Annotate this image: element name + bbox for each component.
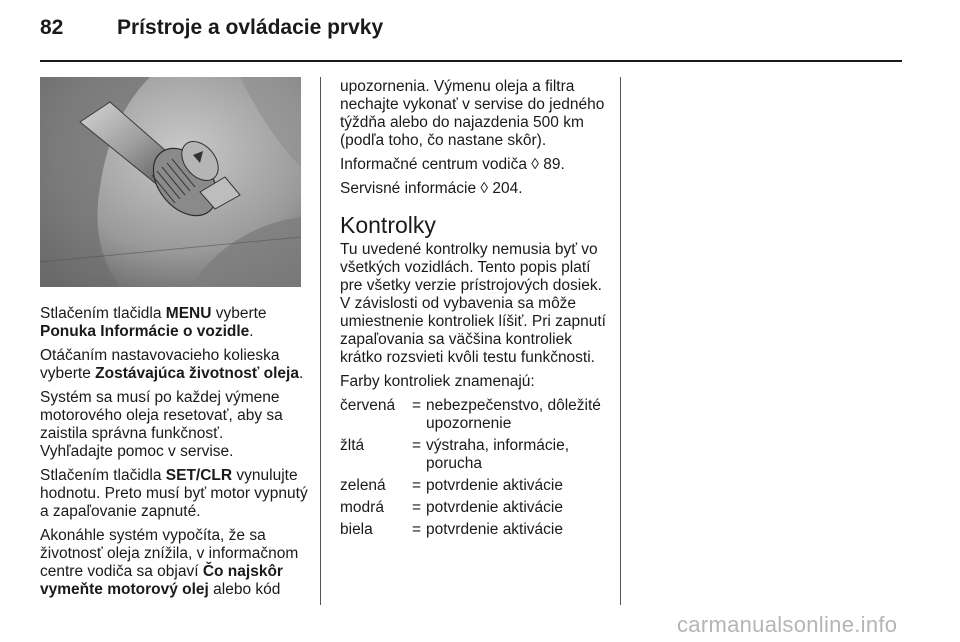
reference-arrow-icon: ◊	[531, 156, 539, 173]
page-number: 82	[40, 16, 64, 39]
button-name-menu: MENU	[165, 305, 212, 322]
color-name: zelená	[340, 477, 386, 494]
stalk-illustration	[40, 77, 301, 287]
instruction-paragraph	[40, 347, 308, 383]
color-meaning-table	[340, 397, 606, 539]
text: .	[249, 323, 254, 340]
color-name: biela	[340, 521, 373, 538]
page-title: Prístroje a ovládacie prvky	[117, 16, 384, 39]
color-meaning: výstraha, informácie, porucha	[426, 437, 569, 472]
stalk-illustration-drawing	[40, 77, 301, 287]
text: .	[298, 365, 304, 382]
color-name: červená	[340, 397, 396, 414]
text: Systém sa musí po každej výmene motorového oleja resetovať, aby sa zaistila správna funkčnosť.	[40, 389, 283, 442]
text: alebo kód	[208, 581, 281, 598]
color-meaning: potvrdenie aktivácie	[426, 521, 563, 538]
instruction-paragraph	[40, 527, 308, 599]
color-meaning: nebezpečenstvo, dôležité upozornenie	[426, 397, 601, 432]
reference-arrow-icon: ◊	[480, 180, 489, 197]
column-divider-left	[320, 77, 321, 605]
text: Stlačením tlačidla	[40, 305, 166, 322]
text: Servisné informácie	[340, 180, 481, 197]
equals-sign: =	[412, 397, 422, 414]
text: Vyhľadajte pomoc v servise.	[40, 443, 234, 460]
equals-sign: =	[412, 521, 422, 538]
text: Otáčaním nastavovacieho kolieska vyberte	[40, 347, 280, 382]
text: vynulujte hodnotu. Preto musí byť motor vypnutý a zapaľovanie zapnuté.	[40, 467, 308, 520]
table-row	[340, 397, 606, 437]
button-name-setclr: SET/CLR	[165, 467, 233, 484]
instruction-paragraph	[40, 389, 308, 461]
table-row	[340, 437, 606, 477]
continued-paragraph: upozornenia. Výmenu oleja a filtra nechajte vykonať v servise do jedného týždňa alebo do najazdenia 500 km (podľa toho, čo nastane skôr).	[340, 78, 605, 149]
text: Stlačením tlačidla	[40, 467, 166, 484]
message-name: Čo najskôr vymeňte motorový olej	[40, 563, 283, 598]
table-row	[340, 477, 606, 499]
equals-sign: =	[412, 437, 422, 454]
middle-text-column	[340, 78, 608, 539]
equals-sign: =	[412, 477, 422, 494]
table-row	[340, 499, 606, 521]
table-row	[340, 521, 606, 539]
section-heading: Kontrolky	[340, 212, 436, 238]
colors-intro: Farby kontroliek znamenajú:	[340, 373, 535, 390]
color-meaning: potvrdenie aktivácie	[426, 499, 563, 516]
watermark: carmanualsonline.info	[677, 612, 898, 637]
column-divider-right	[620, 77, 621, 605]
cross-reference	[340, 180, 608, 198]
color-meaning: potvrdenie aktivácie	[426, 477, 563, 494]
instruction-paragraph	[40, 305, 308, 341]
header-rule	[40, 60, 902, 62]
menu-item-name: Zostávajúca životnosť oleja	[95, 365, 299, 382]
intro-paragraph: Tu uvedené kontrolky nemusia byť vo všetkých vozidlách. Tento popis platí pre všetky verzie prístrojových dosiek. V závislosti od vybavenia sa môže umiestnenie kontroliek líšiť. Pri zapnutí zapaľovania sa väčšina kontroliek krátko rozsvieti kvôli testu funkčnosti.	[340, 241, 606, 366]
page-ref: 89.	[538, 156, 565, 173]
text: vyberte	[211, 305, 267, 322]
color-name: modrá	[340, 499, 384, 516]
cross-reference	[340, 156, 608, 174]
color-name: žltá	[340, 437, 365, 454]
instruction-paragraph	[40, 467, 308, 521]
left-text-column	[40, 305, 308, 605]
text: Informačné centrum vodiča	[340, 156, 532, 173]
page-ref: 204.	[488, 180, 523, 197]
menu-name: Ponuka Informácie o vozidle	[40, 323, 250, 340]
text: Akonáhle systém vypočíta, že sa životnosť oleja znížila, v informačnom centre vodiča sa objaví	[40, 527, 299, 580]
equals-sign: =	[412, 499, 422, 516]
